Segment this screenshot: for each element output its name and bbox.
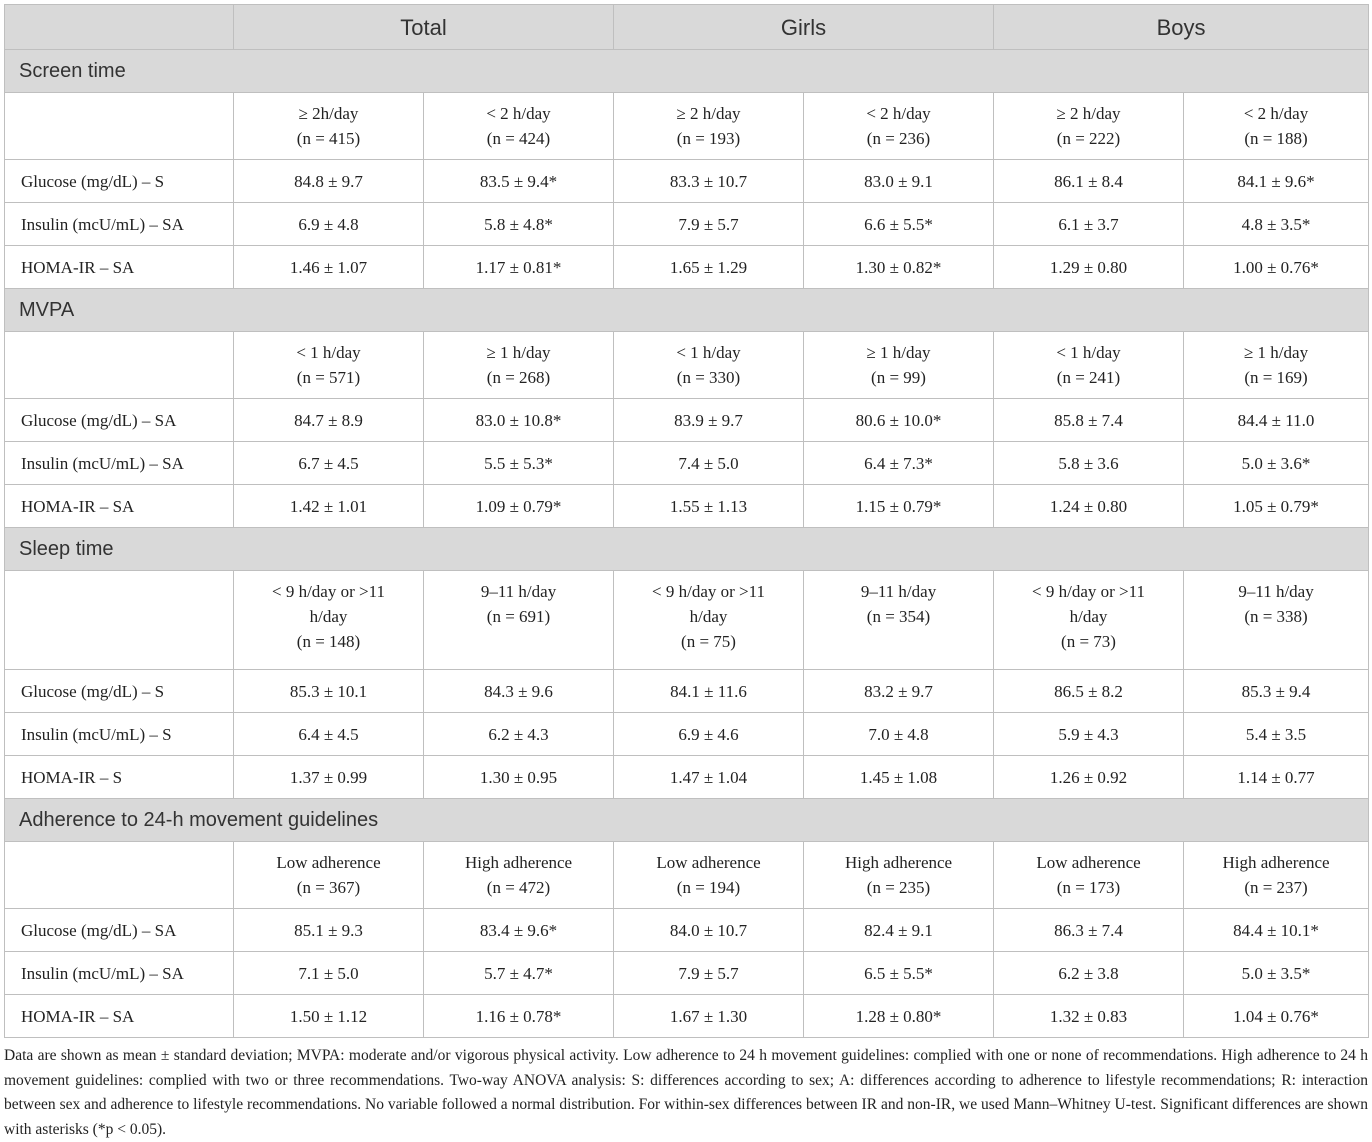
table-cell: 80.6 ± 10.0* [804, 399, 994, 442]
category-label: 9–11 h/day [480, 582, 557, 601]
table-row [5, 485, 1369, 528]
category-count: (n = 237) [1244, 878, 1308, 897]
table-row [5, 399, 1369, 442]
category-cell [1184, 571, 1369, 670]
table-cell: 7.9 ± 5.7 [614, 952, 804, 995]
category-cell [994, 93, 1184, 160]
category-empty-cell [5, 332, 234, 399]
table-cell: 85.3 ± 10.1 [234, 670, 424, 713]
category-label-cont: h/day [309, 607, 348, 626]
table-cell: 83.0 ± 9.1 [804, 160, 994, 203]
category-label: < 1 h/day [296, 343, 361, 362]
category-cell [234, 332, 424, 399]
category-count: (n = 222) [1056, 129, 1121, 148]
category-label: < 2 h/day [866, 104, 931, 123]
category-empty-cell [5, 93, 234, 160]
table-cell: 1.32 ± 0.83 [994, 995, 1184, 1038]
table-cell: 85.1 ± 9.3 [234, 909, 424, 952]
category-count: (n = 193) [676, 129, 741, 148]
category-cell [234, 93, 424, 160]
table-cell: 1.17 ± 0.81* [424, 246, 614, 289]
table-cell: 1.09 ± 0.79* [424, 485, 614, 528]
category-label: High adherence [1222, 853, 1330, 872]
table-row [5, 713, 1369, 756]
table-cell: 1.47 ± 1.04 [614, 756, 804, 799]
header-total: Total [234, 5, 614, 50]
table-row [5, 952, 1369, 995]
table-cell: 1.37 ± 0.99 [234, 756, 424, 799]
category-label: Low adherence [656, 853, 761, 872]
table-row [5, 442, 1369, 485]
category-cell [424, 332, 614, 399]
section-title: Sleep time [5, 528, 1369, 571]
row-label: Glucose (mg/dL) – SA [5, 399, 234, 442]
category-cell [1184, 842, 1369, 909]
table-cell: 7.0 ± 4.8 [804, 713, 994, 756]
row-label: HOMA-IR – SA [5, 246, 234, 289]
table-cell: 1.16 ± 0.78* [424, 995, 614, 1038]
category-empty-cell [5, 571, 234, 670]
category-label: Low adherence [1036, 853, 1141, 872]
table-body [5, 5, 1369, 1038]
category-count: (n = 424) [486, 129, 551, 148]
table-row [5, 160, 1369, 203]
category-label: High adherence [844, 853, 953, 872]
category-cell [1184, 93, 1369, 160]
table-cell: 5.8 ± 4.8* [424, 203, 614, 246]
table-cell: 7.1 ± 5.0 [234, 952, 424, 995]
category-count: (n = 188) [1244, 129, 1308, 148]
category-cell [614, 571, 804, 670]
table-cell: 83.9 ± 9.7 [614, 399, 804, 442]
row-label: HOMA-IR – S [5, 756, 234, 799]
table-cell: 84.7 ± 8.9 [234, 399, 424, 442]
table-cell: 84.3 ± 9.6 [424, 670, 614, 713]
category-label: < 1 h/day [676, 343, 741, 362]
table-row [5, 909, 1369, 952]
table-cell: 1.46 ± 1.07 [234, 246, 424, 289]
category-label: High adherence [464, 853, 573, 872]
table-row [5, 246, 1369, 289]
row-label: Glucose (mg/dL) – S [5, 160, 234, 203]
category-count: (n = 268) [486, 368, 551, 387]
category-count: (n = 75) [681, 632, 736, 651]
table-cell: 86.1 ± 8.4 [994, 160, 1184, 203]
table-cell: 6.7 ± 4.5 [234, 442, 424, 485]
document [4, 4, 1368, 1142]
table-row [5, 995, 1369, 1038]
category-row [5, 571, 1369, 670]
category-row [5, 332, 1369, 399]
row-label: Insulin (mcU/mL) – S [5, 713, 234, 756]
table-cell: 1.65 ± 1.29 [614, 246, 804, 289]
category-label: < 9 h/day or >11 [272, 582, 385, 601]
row-label: Glucose (mg/dL) – S [5, 670, 234, 713]
category-label-cont: h/day [1069, 607, 1108, 626]
table-cell: 1.14 ± 0.77 [1184, 756, 1369, 799]
table-cell: 6.2 ± 4.3 [424, 713, 614, 756]
table-cell: 6.9 ± 4.8 [234, 203, 424, 246]
category-label: < 9 h/day or >11 [652, 582, 765, 601]
category-count: (n = 472) [486, 878, 551, 897]
category-cell [1184, 332, 1369, 399]
row-label: HOMA-IR – SA [5, 485, 234, 528]
row-label: Insulin (mcU/mL) – SA [5, 203, 234, 246]
table-cell: 83.5 ± 9.4* [424, 160, 614, 203]
category-count: (n = 173) [1056, 878, 1121, 897]
category-label: < 2 h/day [1243, 104, 1309, 123]
category-label-cont: h/day [689, 607, 728, 626]
category-count: (n = 236) [866, 129, 931, 148]
table-cell: 84.4 ± 10.1* [1184, 909, 1369, 952]
table-cell: 1.45 ± 1.08 [804, 756, 994, 799]
category-cell [614, 93, 804, 160]
table-cell: 7.4 ± 5.0 [614, 442, 804, 485]
table-cell: 6.5 ± 5.5* [804, 952, 994, 995]
table-cell: 84.1 ± 9.6* [1184, 160, 1369, 203]
table-cell: 84.1 ± 11.6 [614, 670, 804, 713]
table-cell: 86.3 ± 7.4 [994, 909, 1184, 952]
category-label: < 2 h/day [486, 104, 551, 123]
table-cell: 1.67 ± 1.30 [614, 995, 804, 1038]
table-cell: 1.04 ± 0.76* [1184, 995, 1369, 1038]
table-cell: 1.15 ± 0.79* [804, 485, 994, 528]
category-cell [804, 332, 994, 399]
category-count: (n = 571) [296, 368, 361, 387]
category-cell [424, 93, 614, 160]
category-label: Low adherence [276, 853, 381, 872]
table-cell: 4.8 ± 3.5* [1184, 203, 1369, 246]
table-footnote: Data are shown as mean ± standard deviation; MVPA: moderate and/or vigorous physical activity. Low adherence to 24 h movement guidelines: complied with one or none of recommendations. High adherence to 24 h movement guidelines: complied with two or three recommendations. Two-way ANOVA analysis: S: differences according to sex; A: differences according to adherence to lifestyle recommendations; R: interaction between sex and adherence to lifestyle recommendations. No variable followed a normal distribution. For within-sex differences between IR and non-IR, we used Mann–Whitney U-test. Significant differences are shown with asterisks (*p < 0.05). [4, 1047, 1368, 1138]
header-row [5, 5, 1369, 50]
category-cell [614, 842, 804, 909]
table-row [5, 203, 1369, 246]
category-label: < 9 h/day or >11 [1032, 582, 1145, 601]
table-cell: 5.0 ± 3.5* [1184, 952, 1369, 995]
table-cell: 1.00 ± 0.76* [1184, 246, 1369, 289]
table-cell: 83.2 ± 9.7 [804, 670, 994, 713]
table-cell: 1.30 ± 0.82* [804, 246, 994, 289]
category-cell [994, 332, 1184, 399]
table-cell: 83.4 ± 9.6* [424, 909, 614, 952]
table-cell: 6.9 ± 4.6 [614, 713, 804, 756]
category-cell [994, 571, 1184, 670]
table-cell: 6.2 ± 3.8 [994, 952, 1184, 995]
table-cell: 1.29 ± 0.80 [994, 246, 1184, 289]
category-count: (n = 338) [1244, 607, 1308, 626]
category-cell [994, 842, 1184, 909]
table-cell: 1.30 ± 0.95 [424, 756, 614, 799]
results-table [4, 4, 1369, 1038]
header-empty-cell [5, 5, 234, 50]
category-count: (n = 415) [296, 129, 361, 148]
category-label: 9–11 h/day [860, 582, 937, 601]
category-cell [614, 332, 804, 399]
category-count: (n = 148) [296, 632, 361, 651]
category-count: (n = 367) [296, 878, 361, 897]
section-title: Screen time [5, 50, 1369, 93]
category-label: ≥ 2 h/day [1056, 104, 1121, 123]
table-cell: 1.55 ± 1.13 [614, 485, 804, 528]
category-cell [804, 93, 994, 160]
category-empty-cell [5, 842, 234, 909]
section-title: Adherence to 24-h movement guidelines [5, 799, 1369, 842]
table-cell: 83.3 ± 10.7 [614, 160, 804, 203]
category-label: ≥ 1 h/day [1243, 343, 1309, 362]
category-count: (n = 99) [871, 368, 926, 387]
category-label: < 1 h/day [1056, 343, 1121, 362]
category-label: ≥ 2 h/day [676, 104, 741, 123]
table-cell: 5.0 ± 3.6* [1184, 442, 1369, 485]
category-row [5, 93, 1369, 160]
table-cell: 85.8 ± 7.4 [994, 399, 1184, 442]
category-cell [234, 571, 424, 670]
table-cell: 84.0 ± 10.7 [614, 909, 804, 952]
header-boys: Boys [994, 5, 1369, 50]
section-title: MVPA [5, 289, 1369, 332]
category-cell [234, 842, 424, 909]
section-header-row [5, 50, 1369, 93]
category-count: (n = 73) [1061, 632, 1116, 651]
table-cell: 6.6 ± 5.5* [804, 203, 994, 246]
table-cell: 1.50 ± 1.12 [234, 995, 424, 1038]
category-count: (n = 354) [866, 607, 931, 626]
table-cell: 6.4 ± 7.3* [804, 442, 994, 485]
category-label: ≥ 2h/day [298, 104, 359, 123]
section-header-row [5, 289, 1369, 332]
category-count: (n = 235) [866, 878, 931, 897]
table-cell: 84.4 ± 11.0 [1184, 399, 1369, 442]
table-cell: 7.9 ± 5.7 [614, 203, 804, 246]
row-label: HOMA-IR – SA [5, 995, 234, 1038]
table-cell: 83.0 ± 10.8* [424, 399, 614, 442]
row-label: Glucose (mg/dL) – SA [5, 909, 234, 952]
category-label: 9–11 h/day [1238, 582, 1314, 601]
category-row [5, 842, 1369, 909]
table-cell: 84.8 ± 9.7 [234, 160, 424, 203]
category-count: (n = 241) [1056, 368, 1121, 387]
table-row [5, 756, 1369, 799]
table-cell: 6.1 ± 3.7 [994, 203, 1184, 246]
category-count: (n = 691) [486, 607, 551, 626]
table-row [5, 670, 1369, 713]
table-cell: 1.28 ± 0.80* [804, 995, 994, 1038]
category-count: (n = 194) [676, 878, 741, 897]
table-cell: 1.42 ± 1.01 [234, 485, 424, 528]
table-cell: 82.4 ± 9.1 [804, 909, 994, 952]
category-label: ≥ 1 h/day [486, 343, 551, 362]
category-cell [804, 571, 994, 670]
section-header-row [5, 528, 1369, 571]
category-cell [804, 842, 994, 909]
table-cell: 1.26 ± 0.92 [994, 756, 1184, 799]
section-header-row [5, 799, 1369, 842]
table-cell: 5.4 ± 3.5 [1184, 713, 1369, 756]
table-cell: 1.24 ± 0.80 [994, 485, 1184, 528]
row-label: Insulin (mcU/mL) – SA [5, 442, 234, 485]
table-cell: 5.9 ± 4.3 [994, 713, 1184, 756]
table-cell: 6.4 ± 4.5 [234, 713, 424, 756]
table-cell: 5.7 ± 4.7* [424, 952, 614, 995]
category-cell [424, 571, 614, 670]
row-label: Insulin (mcU/mL) – SA [5, 952, 234, 995]
table-cell: 5.5 ± 5.3* [424, 442, 614, 485]
category-cell [424, 842, 614, 909]
table-cell: 1.05 ± 0.79* [1184, 485, 1369, 528]
table-cell: 85.3 ± 9.4 [1184, 670, 1369, 713]
category-count: (n = 330) [676, 368, 741, 387]
table-cell: 5.8 ± 3.6 [994, 442, 1184, 485]
table-cell: 86.5 ± 8.2 [994, 670, 1184, 713]
category-label: ≥ 1 h/day [866, 343, 931, 362]
category-count: (n = 169) [1244, 368, 1308, 387]
header-girls: Girls [614, 5, 994, 50]
